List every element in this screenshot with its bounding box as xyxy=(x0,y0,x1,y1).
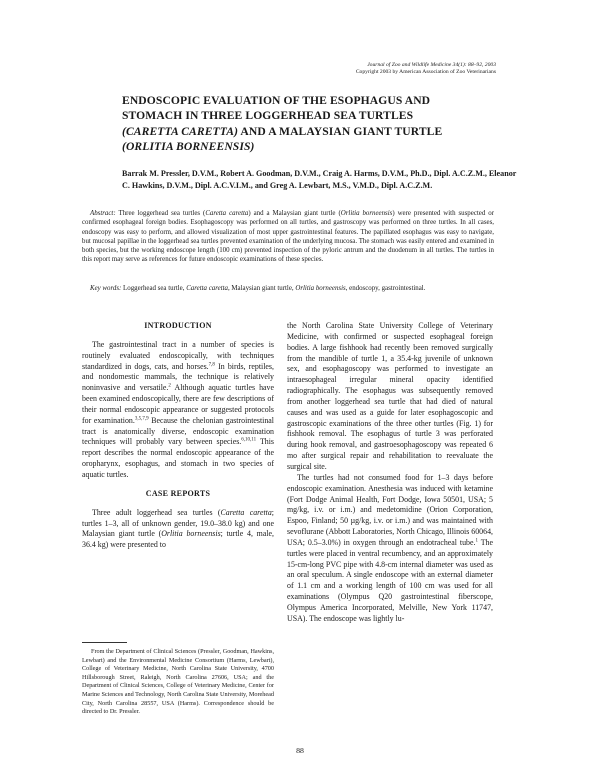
right-column xyxy=(287,321,493,625)
affiliation-footnote: From the Department of Clinical Sciences (Pressler, Goodman, Hawkins, Lewbart) and the Environmental Medicine Consortium (Harms, Lewbart), College of Veterinary Medicine, North Carolina State University, 4700 Hillsborough Street, Raleigh, North Carolina 27606, USA; and the Department of Clinical Sciences, College of Veterinary Medicine, Center for Marine Sciences and Technology, North Carolina State University, Morehead City, North Carolina 28557, USA (Harms). Correspondence should be directed to Dr. Pressler. xyxy=(82,648,274,716)
keywords: Key words: Loggerhead sea turtle, Caretta caretta, Malaysian giant turtle, Orlitia borneensis, endoscopy, gastrointestinal. xyxy=(90,285,426,292)
title-line-3: (CARETTA CARETTA) AND A MALAYSIAN GIANT TURTLE xyxy=(122,124,443,138)
author-list: Barrak M. Pressler, D.V.M., Robert A. Goodman, D.V.M., Craig A. Harms, D.V.M., Ph.D., Dipl. A.C.Z.M., Eleanor C. Hawkins, D.V.M., Dipl. A.C.V.I.M., and Greg A. Lewbart, M.S., V.M.D., Dipl. A.C.Z.M. xyxy=(122,169,517,190)
title-line-2: STOMACH IN THREE LOGGERHEAD SEA TURTLES xyxy=(122,109,414,123)
anesthesia-paragraph: The turtles had not consumed food for 1–3 days before endoscopic examination. Anesthesia was induced with ketamine (Fort Dodge Animal Health, Fort Dodge, Iowa 50501, USA; 5 mg/kg, i.v. or i.m.) and medetomidine (Orion Corporation, Espoo, Finland; 50 µg/kg, i.v. or i.m.) and was maintained with sevoflurane (Abbott Laboratories, North Chicago, Illinois 60064, USA; 0.5–3.0%) in oxygen through an endotracheal tube.$^1$ The turtles were placed in ventral recumbency, and an approximately 15-cm-long PVC pipe with 4.8-cm internal diameter was used as an oral speculum. A single endoscope with an external diameter of 1.1 cm and a working length of 100 cm was used for all examinations (Olympus Q20 gastrointestinal fiberscope, Olympus America Incorporated, Melville, New York 11747, USA). The endoscope was lightly lu- xyxy=(287,472,493,623)
article-title xyxy=(122,93,522,155)
introduction-paragraph: The gastrointestinal tract in a number of species is routinely evaluated endoscopically, with techniques standardized in dogs, cats, and horses.$^{7,8}$ In birds, reptiles, and nondomestic mammals, the technique is relatively noninvasive and versatile.$^2$ Although aquatic turtles have been examined endoscopically, there are few descriptions of their normal endoscopic appearance or suggested protocols for examination.$^{3,5,7,9}$ Because the chelonian gastrointestinal tract is anatomically diverse, endoscopic examination techniques will probably vary between species.$^{6,10,11}$ This report describes the normal endoscopic appearance of the oropharynx, esophagus, and stomach in two species of aquatic turtles. xyxy=(82,339,275,479)
title-species-1: (CARETTA CARETTA) xyxy=(122,124,239,138)
journal-reference: Journal of Zoo and Wildlife Medicine 34(1): 88–92, 2003 xyxy=(367,62,496,68)
title-species-2: (ORLITIA BORNEENSIS) xyxy=(122,140,255,154)
abstract: Abstract: Three loggerhead sea turtles (Caretta caretta) and a Malaysian giant turtle (Orlitia borneensis) were presented with suspected or confirmed esophageal foreign bodies. Esophagoscopy was performed on all turtles, and gastroscopy was performed on three turtles. In all cases, endoscopy was easy to perform, and allowed visualization of most upper gastrointestinal features. The papillated esophagus was easy to navigate, but mucosal papillae in the loggerhead sea turtles prevented examination of the underlying mucosa. The stomach was easily entered and examined in both species, but the working endoscope length (100 cm) prevented inspection of the pyloric antrum and the duodenum in all turtles. The turtles in this report may serve as references for future endoscopic examinations of these species. xyxy=(82,210,494,264)
keywords-label: Key words: xyxy=(90,285,122,292)
footnote-rule xyxy=(82,642,127,643)
left-column xyxy=(82,321,274,551)
introduction-heading: INTRODUCTION xyxy=(144,321,212,330)
case-reports-paragraph: Three adult loggerhead sea turtles (Caretta caretta; turtles 1–3, all of unknown gender, 19.0–38.0 kg) and one Malaysian giant turtle (Orlitia borneensis; turtle 4, male, 36.4 kg) were presented to xyxy=(82,507,274,550)
case-reports-heading: CASE REPORTS xyxy=(145,488,211,498)
title-line-4 xyxy=(122,139,522,154)
abstract-label: Abstract: xyxy=(90,210,116,217)
page-number: 88 xyxy=(296,746,304,755)
case-reports-continued: the North Carolina State University College of Veterinary Medicine, with confirmed or suspected esophageal foreign bodies. A large fishhook had recently been removed surgically from the mandible of turtle 1, a 35.4-kg juvenile of unknown sex, and esophagoscopy was performed to investigate an intraesophageal irregular mineral opacity identified radiographically. The esophagus was subsequently removed from another loggerhead sea turtle that had died of natural causes and was used as a guide for later esophagoscopic and gastroscopic examinations of the three other turtles (Fig. 1) for fishhook removal. The esophagus of turtle 3 was perforated during hook removal, and gastroesophagoscopy was repeated 6 mo after surgical repair and rehabilitation to reevaluate the surgical site. xyxy=(287,321,493,471)
title-line-1: ENDOSCOPIC EVALUATION OF THE ESOPHAGUS AND xyxy=(122,94,431,107)
copyright-line: Copyright 2003 by American Association of Zoo Veterinarians xyxy=(355,69,496,75)
